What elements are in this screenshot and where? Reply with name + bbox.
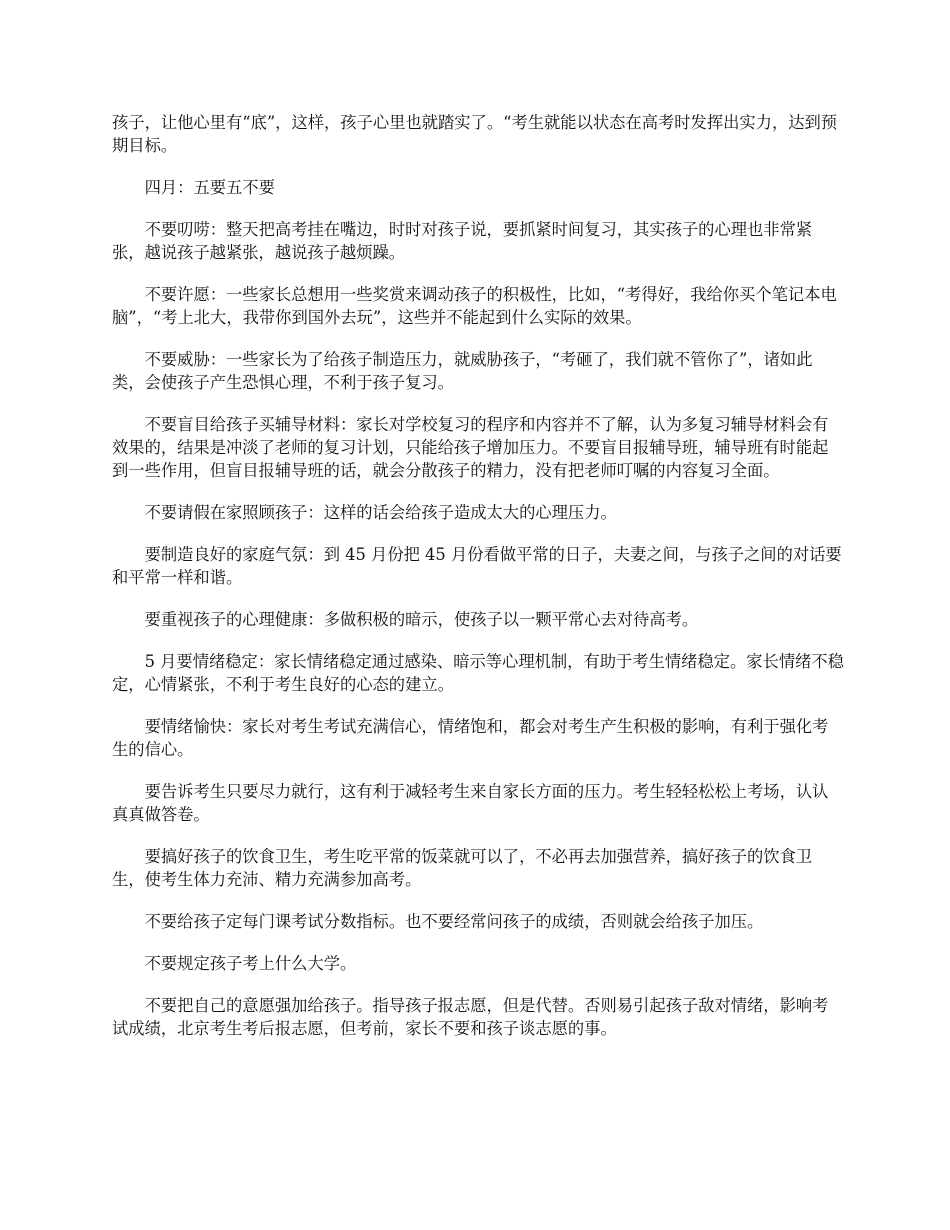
paragraph-mental-health: 要重视孩子的心理健康：多做积极的暗示，使孩子以一颗平常心去对待高考。	[144, 610, 699, 629]
paragraph-no-leave: 不要请假在家照顾孩子：这样的话会给孩子造成太大的心理压力。	[144, 503, 617, 522]
document-page	[112, 111, 844, 1059]
paragraph-may-stable-emotion: 5 月要情绪稳定：家长情绪稳定通过感染、暗示等心理机制，有助于考生情绪稳定。家长情绪不稳定，心情紧张，不利于考生良好的心态的建立。	[112, 652, 844, 694]
section-heading-april: 四月：五要五不要	[144, 178, 275, 197]
paragraph-do-your-best: 要告诉考生只要尽力就行，这有利于减轻考生来自家长方面的压力。考生轻轻松松上考场，认认真真做答卷。	[112, 782, 829, 824]
paragraph-no-promises: 不要许愿：一些家长总想用一些奖赏来调动孩子的积极性，比如，“考得好，我给你买个笔记本电脑”，“考上北大，我带你到国外去玩”，这些并不能起到什么实际的效果。	[112, 285, 837, 327]
paragraph-no-nagging: 不要叨唠：整天把高考挂在嘴边，时时对孩子说，要抓紧时间复习，其实孩子的心理也非常紧张，越说孩子越紧张，越说孩子越烦躁。	[112, 220, 813, 262]
paragraph-no-threats: 不要威胁：一些家长为了给孩子制造压力，就威胁孩子，“考砸了，我们就不管你了”，诸如此类，会使孩子产生恐惧心理，不利于孩子复习。	[112, 350, 813, 392]
paragraph-happy-emotion: 要情绪愉快：家长对考生考试充满信心，情绪饱和，都会对考生产生积极的影响，有利于强化考生的信心。	[112, 717, 829, 759]
paragraph-continuation: 孩子，让他心里有“底”，这样，孩子心里也就踏实了。“考生就能以状态在高考时发挥出实力，达到预期目标。	[112, 113, 838, 155]
paragraph-no-university-demand: 不要规定孩子考上什么大学。	[144, 954, 357, 973]
paragraph-no-blind-materials: 不要盲目给孩子买辅导材料：家长对学校复习的程序和内容并不了解，认为多复习辅导材料会有效果的，结果是冲淡了老师的复习计划，只能给孩子增加压力。不要盲目报辅导班，辅导班有时能起到一些作用，但盲目报辅导班的话，就会分散孩子的精力，没有把老师叮嘱的内容复习全面。	[112, 415, 829, 480]
paragraph-no-imposing-wishes: 不要把自己的意愿强加给孩子。指导孩子报志愿，但是代替。否则易引起孩子敌对情绪，影响考试成绩，北京考生考后报志愿，但考前，家长不要和孩子谈志愿的事。	[112, 996, 829, 1038]
paragraph-family-atmosphere: 要制造良好的家庭气氛：到 45 月份把 45 月份看做平常的日子，夫妻之间，与孩子之间的对话要和平常一样和谐。	[112, 545, 842, 587]
paragraph-diet-hygiene: 要搞好孩子的饮食卫生，考生吃平常的饭菜就可以了，不必再去加强营养，搞好孩子的饮食卫生，使考生体力充沛、精力充满参加高考。	[112, 847, 813, 889]
paragraph-no-score-targets: 不要给孩子定每门课考试分数指标。也不要经常问孩子的成绩，否则就会给孩子加压。	[144, 912, 764, 931]
